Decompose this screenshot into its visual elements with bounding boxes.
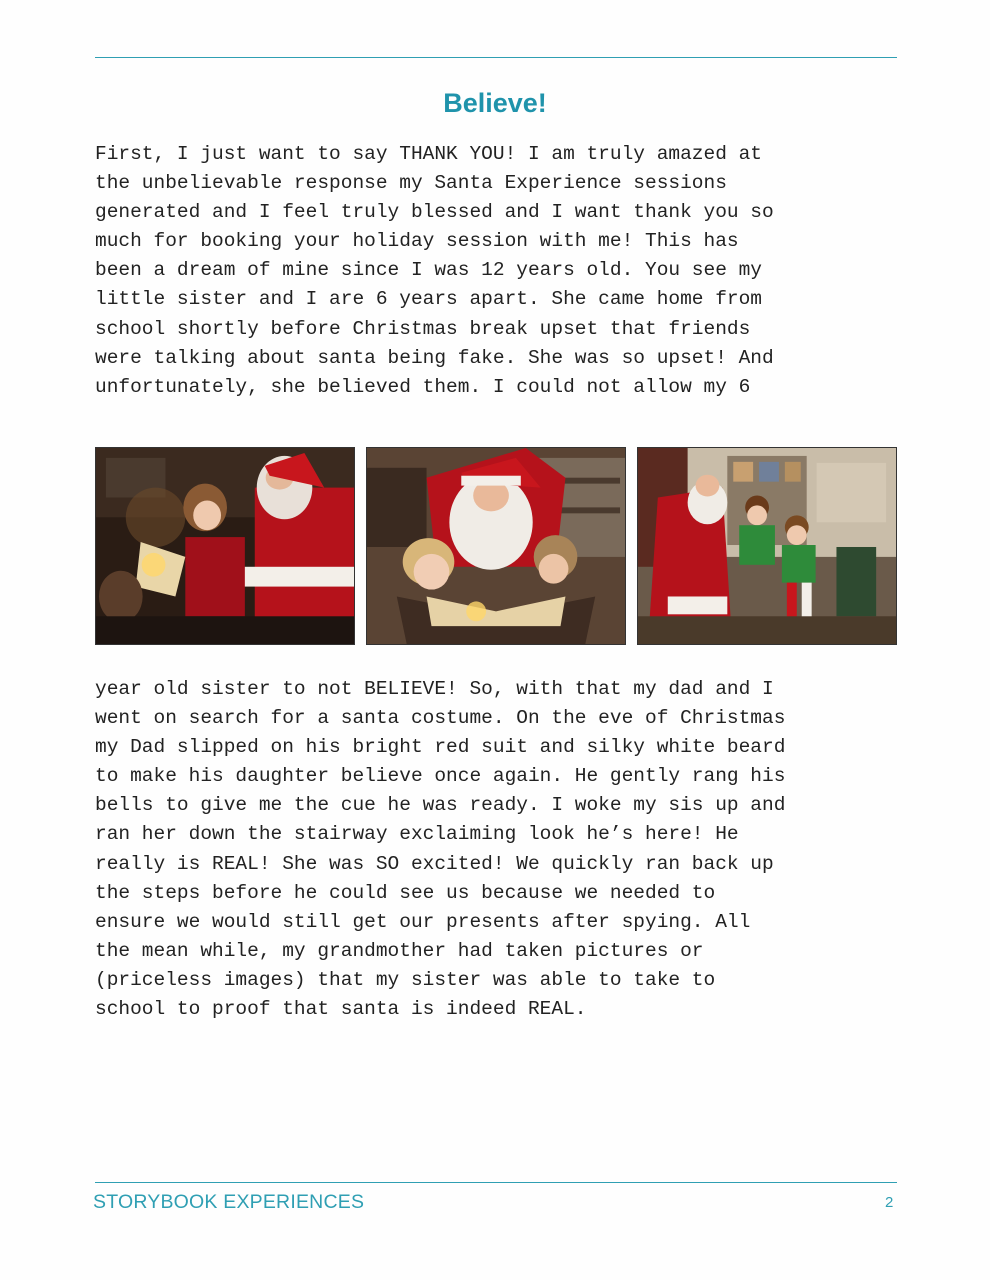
footer-rule — [95, 1182, 897, 1183]
story-paragraph-2: year old sister to not BELIEVE! So, with that my dad and I went on search for a santa costume. On the eve of Christmas my Dad slipped on his bright red suit and silky white beard to make his daughter believe once again. He gently rang his bells to give me the cue he was ready. I woke my sis up and ran her down the stairway exclaiming look he’s here! He really is REAL! She was SO excited! We quickly ran back up the steps before he could see us because we needed to ensure we would still get our presents after spying. All the mean while, my grandmother had taken pictures or (priceless images) that my sister was able to take to school to proof that santa is indeed REAL. — [95, 678, 786, 1021]
story-paragraph-1: First, I just want to say THANK YOU! I am truly amazed at the unbelievable response my Santa Experience sessions generated and I feel truly blessed and I want thank you so much for booking your holiday session with me! This has been a dream of mine since I was 12 years old. You see my little sister and I are 6 years apart. She came home from school shortly before Christmas break upset that friends were talking about santa being fake. She was so upset! And unfortunately, she believed them. I could not allow my 6 — [95, 143, 774, 398]
footer-brand: STORYBOOK EXPERIENCES — [93, 1191, 365, 1213]
header-rule — [95, 57, 897, 58]
page-number: 2 — [885, 1194, 894, 1211]
photo-santa-reading-book — [366, 447, 626, 645]
photo-santa-reading-scroll — [95, 447, 355, 645]
page-title: Believe! — [443, 88, 547, 118]
photo-santa-with-elves — [637, 447, 897, 645]
